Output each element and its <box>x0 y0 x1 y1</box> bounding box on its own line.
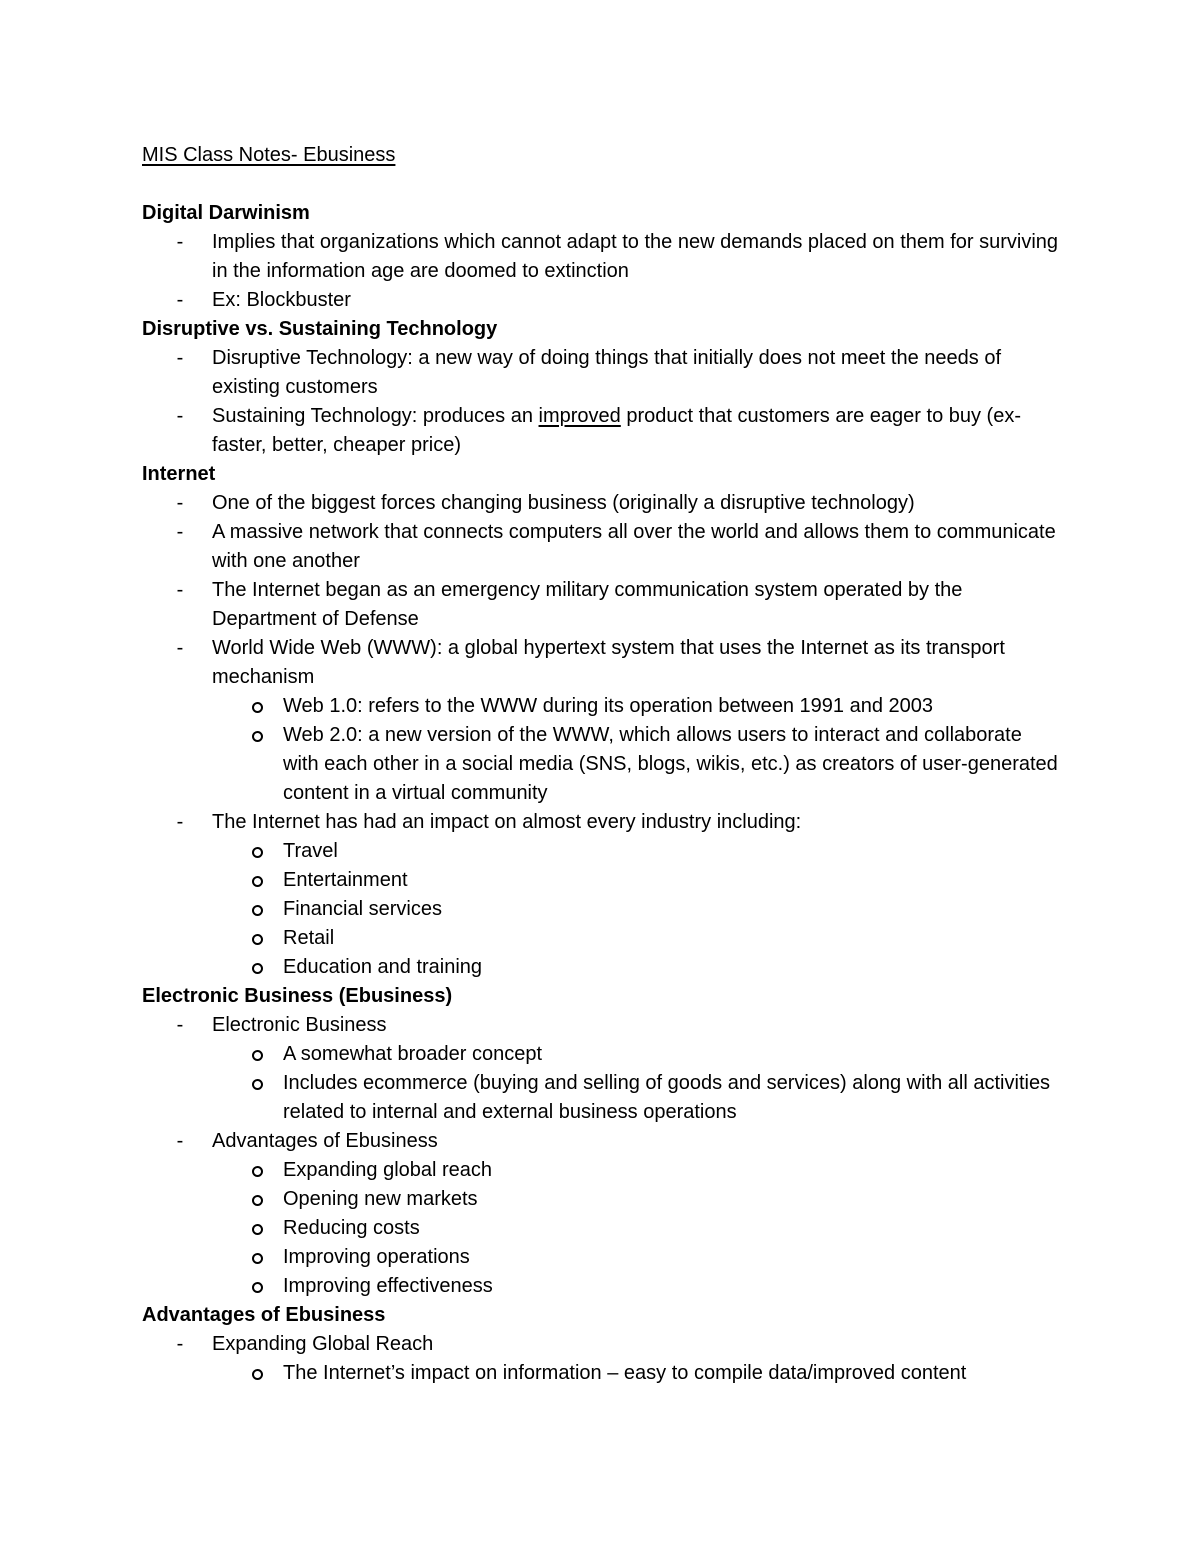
sub-bullet-item <box>142 1243 1062 1272</box>
bullet-text: One of the biggest forces changing business (originally a disruptive technology) <box>212 492 915 514</box>
sub-bullet-text: Expanding global reach <box>283 1159 493 1181</box>
dash-bullet: - <box>176 492 184 514</box>
sub-bullet-item <box>142 1272 1062 1301</box>
bullet-text: Electronic Business <box>212 1014 387 1036</box>
circle-bullet-icon <box>252 1253 263 1264</box>
heading-disruptive-vs-sustaining: Disruptive vs. Sustaining Technology <box>142 318 498 340</box>
sub-bullet-text: Opening new markets <box>283 1188 478 1210</box>
sub-bullet-text: A somewhat broader concept <box>283 1043 543 1065</box>
circle-bullet-icon <box>252 847 263 858</box>
bullet-item <box>142 344 1062 402</box>
bullet-item <box>142 1330 1062 1359</box>
bullet-item <box>142 634 1062 692</box>
circle-bullet-icon <box>252 1079 263 1090</box>
sub-bullet-item <box>142 924 1062 953</box>
sub-bullet-text: Improving effectiveness <box>283 1275 493 1297</box>
circle-bullet-icon <box>252 905 263 916</box>
dash-bullet: - <box>176 579 184 601</box>
sub-bullet-text: Reducing costs <box>283 1217 420 1239</box>
dash-bullet: - <box>176 1130 184 1152</box>
sub-bullet-item <box>142 866 1062 895</box>
bullet-text: World Wide Web (WWW): a global hypertext system that uses the Internet as its transport mechanism <box>212 637 1005 688</box>
bullet-item <box>142 402 1062 460</box>
bullet-item <box>142 518 1062 576</box>
dash-bullet: - <box>176 637 184 659</box>
sub-bullet-item <box>142 837 1062 866</box>
bullet-item <box>142 1127 1062 1156</box>
circle-bullet-icon <box>252 1195 263 1206</box>
bullet-text: The Internet has had an impact on almost every industry including: <box>212 811 802 833</box>
bullet-text: Ex: Blockbuster <box>212 289 351 311</box>
circle-bullet-icon <box>252 876 263 887</box>
dash-bullet: - <box>176 405 184 427</box>
heading-electronic-business: Electronic Business (Ebusiness) <box>142 985 453 1007</box>
sub-bullet-item <box>142 1185 1062 1214</box>
sub-bullet-item <box>142 1214 1062 1243</box>
sub-bullet-item <box>142 1156 1062 1185</box>
sub-bullet-text: Web 2.0: a new version of the WWW, which allows users to interact and collaborate with each other in a social media (SNS, blogs, wikis, etc.) as creators of user-generated content in a virtual community <box>283 724 1058 804</box>
bullet-text-post: product that customers are eager to buy (ex- faster, better, cheaper price) <box>212 405 1021 456</box>
circle-bullet-icon <box>252 963 263 974</box>
dash-bullet: - <box>176 1333 184 1355</box>
dash-bullet: - <box>176 231 184 253</box>
circle-bullet-icon <box>252 1224 263 1235</box>
sub-bullet-text: Retail <box>283 927 335 949</box>
bullet-text: Implies that organizations which cannot adapt to the new demands placed on them for surviving in the information age are doomed to extinction <box>212 231 1059 282</box>
sub-bullet-text: Includes ecommerce (buying and selling of goods and services) along with all activities related to internal and external business operations <box>283 1072 1051 1123</box>
bullet-text: A massive network that connects computers all over the world and allows them to communicate with one another <box>212 521 1056 572</box>
bullet-text: Expanding Global Reach <box>212 1333 434 1355</box>
circle-bullet-icon <box>252 1050 263 1061</box>
circle-bullet-icon <box>252 934 263 945</box>
bullet-item <box>142 228 1062 286</box>
sub-bullet-item <box>142 1040 1062 1069</box>
sub-bullet-item <box>142 1359 1062 1388</box>
dash-bullet: - <box>176 811 184 833</box>
circle-bullet-icon <box>252 1369 263 1380</box>
dash-bullet: - <box>176 1014 184 1036</box>
bullet-item <box>142 576 1062 634</box>
bullet-text: Advantages of Ebusiness <box>212 1130 438 1152</box>
bullet-item <box>142 1011 1062 1040</box>
sub-bullet-text: Improving operations <box>283 1246 470 1268</box>
underlined-word: improved <box>538 405 621 427</box>
heading-advantages-of-ebusiness: Advantages of Ebusiness <box>142 1304 386 1326</box>
bullet-text: The Internet began as an emergency military communication system operated by the Department of Defense <box>212 579 963 630</box>
bullet-item <box>142 489 1062 518</box>
bullet-text: Disruptive Technology: a new way of doing things that initially does not meet the needs of existing customers <box>212 347 1001 398</box>
sub-bullet-text: Entertainment <box>283 869 408 891</box>
circle-bullet-icon <box>252 1166 263 1177</box>
sub-bullet-text: Travel <box>283 840 338 862</box>
circle-bullet-icon <box>252 731 263 742</box>
heading-internet: Internet <box>142 463 216 485</box>
sub-bullet-item <box>142 721 1062 808</box>
bullet-text-pre: Sustaining Technology: produces an <box>212 405 539 427</box>
sub-bullet-item <box>142 953 1062 982</box>
sub-bullet-text: Financial services <box>283 898 442 920</box>
bullet-item <box>142 286 1062 315</box>
dash-bullet: - <box>176 347 184 369</box>
sub-bullet-text: Web 1.0: refers to the WWW during its operation between 1991 and 2003 <box>283 695 933 717</box>
sub-bullet-text: Education and training <box>283 956 483 978</box>
dash-bullet: - <box>176 289 184 311</box>
sub-bullet-item <box>142 895 1062 924</box>
dash-bullet: - <box>176 521 184 543</box>
document-page <box>142 141 1062 1388</box>
sub-bullet-item <box>142 1069 1062 1127</box>
circle-bullet-icon <box>252 702 263 713</box>
circle-bullet-icon <box>252 1282 263 1293</box>
sub-bullet-item <box>142 692 1062 721</box>
sub-bullet-text: The Internet’s impact on information – easy to compile data/improved content <box>283 1362 967 1384</box>
heading-digital-darwinism: Digital Darwinism <box>142 202 310 224</box>
bullet-item <box>142 808 1062 837</box>
document-title: MIS Class Notes- Ebusiness <box>142 144 396 166</box>
